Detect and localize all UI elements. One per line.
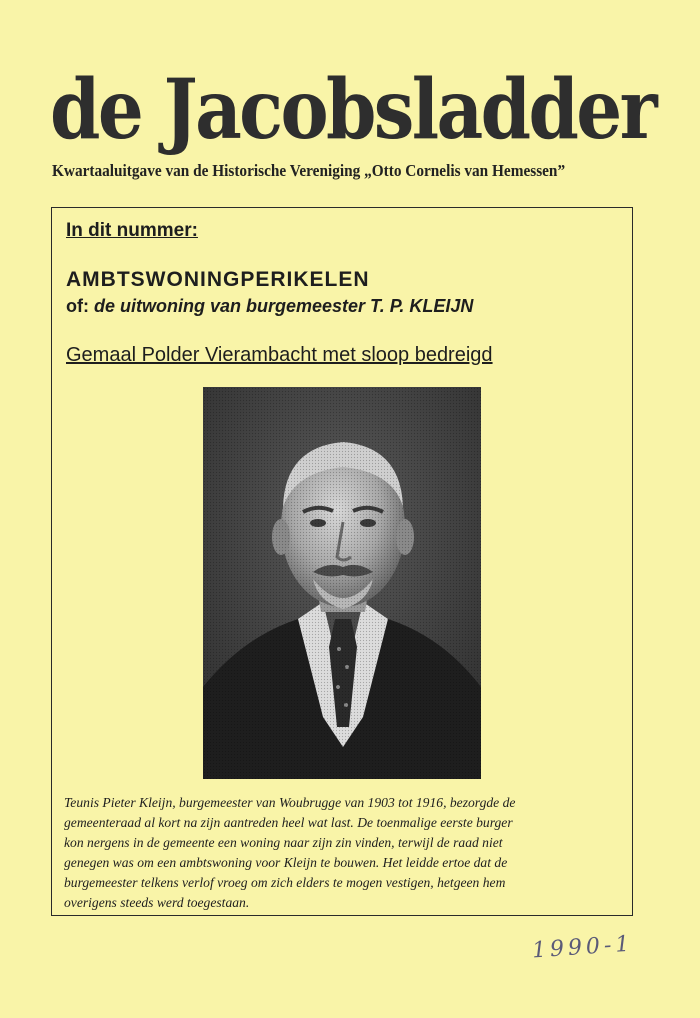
magazine-title: de Jacobsladder bbox=[50, 62, 655, 158]
subheadline-prefix: of: bbox=[66, 296, 89, 316]
caption-line: gemeenteraad al kort na zijn aantreden heel wat last. De toenmalige eerste burger bbox=[64, 815, 513, 830]
article-headline: AMBTSWONINGPERIKELEN bbox=[66, 268, 370, 291]
magazine-subtitle: Kwartaaluitgave van de Historische Vereniging „Otto Cornelis van Hemessen” bbox=[52, 161, 566, 180]
subheadline-italic: de uitwoning van burgemeester T. P. KLEIJN bbox=[94, 296, 474, 316]
portrait-illustration bbox=[203, 387, 481, 779]
caption-line: burgemeester telkens verlof vroeg om zich elders te mogen vestigen, hetgeen hem bbox=[64, 875, 506, 890]
caption-line: Teunis Pieter Kleijn, burgemeester van Woubrugge van 1903 tot 1916, bezorgde de bbox=[64, 795, 516, 810]
caption-line: overigens steeds werd toegestaan. bbox=[64, 895, 250, 910]
portrait-photo bbox=[203, 387, 481, 779]
article-subheadline bbox=[66, 296, 473, 317]
caption-line: kon nergens in de gemeente een woning naar zijn zin vinden, terwijl de raad niet bbox=[64, 835, 503, 850]
photo-caption bbox=[64, 793, 624, 913]
caption-line: genegen was om een ambtswoning voor Kleijn te bouwen. Het leidde ertoe dat de bbox=[64, 855, 508, 870]
second-article-headline: Gemaal Polder Vierambacht met sloop bedreigd bbox=[66, 344, 493, 366]
handwritten-issue-note: 1990-1 bbox=[531, 931, 635, 964]
contents-intro-label: In dit nummer: bbox=[66, 220, 198, 241]
